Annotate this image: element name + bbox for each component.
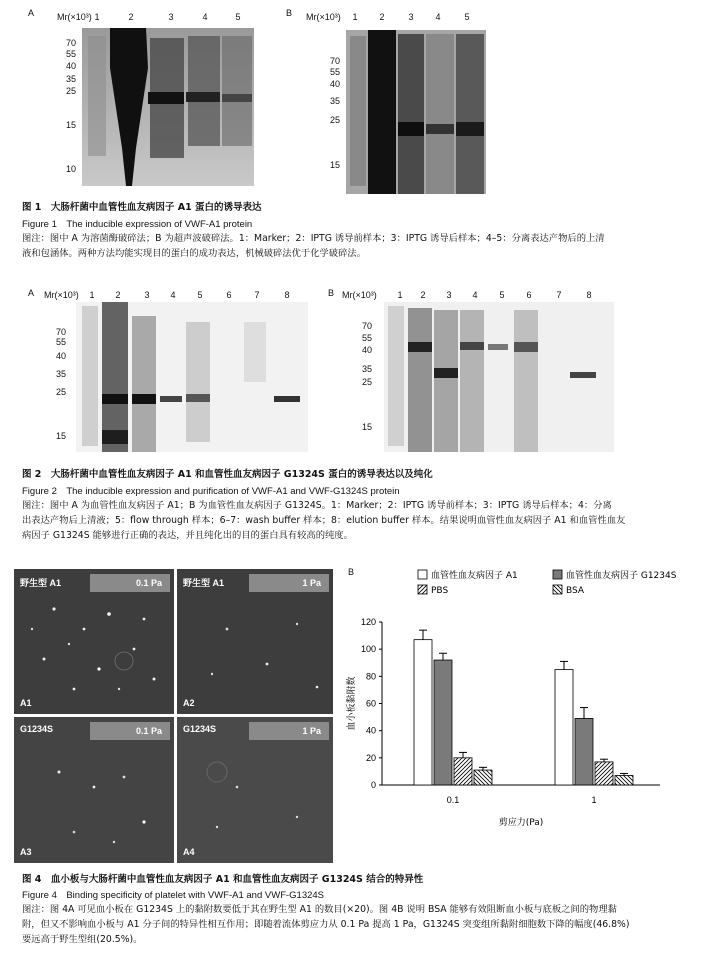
y-axis-label: 血小板黏附数 <box>347 676 357 731</box>
x-axis-label: 剪应力(Pa) <box>498 818 544 828</box>
fig2b-marker: 55 <box>361 333 372 343</box>
y-tick-label: 20 <box>365 752 376 763</box>
legend-swatch <box>553 585 562 594</box>
fig2a-marker: 25 <box>55 387 66 397</box>
fig1a-marker: 35 <box>65 74 76 84</box>
fig2a-lane-label: 1 <box>89 290 95 300</box>
fig2a-marker: 15 <box>55 431 66 441</box>
legend-swatch <box>418 570 427 579</box>
fig1-note-line: 图注：图中 A 为溶菌酶破碎法；B 为超声波破碎法。1：Marker；2：IPTG 诱导前样本；3：IPTG 诱导后样本；4–5：分离表达产物后的上清 <box>22 233 605 244</box>
fig1b-lane-label: 4 <box>435 12 441 22</box>
photo-shear-box: 1 Pa <box>249 722 329 740</box>
bar <box>595 762 613 785</box>
fig2-panel-b-label: B <box>328 288 335 298</box>
fig2b-lane-label: 1 <box>397 290 403 300</box>
x-tick-label: 0.1 <box>446 795 460 805</box>
legend-label: 血管性血友病因子 A1 <box>431 571 518 581</box>
fig4-note-line: 附，但又不影响血小板与 A1 分子间的特异性相互作用；即随着流体剪应力从 0.1 Pa 提高 1 Pa，G1324S 突变组所黏附细胞数下降的幅度(46.8%) <box>22 919 630 930</box>
fig1b-marker: 35 <box>329 96 340 106</box>
legend-label: 血管性血友病因子 G1234S <box>566 571 677 581</box>
fig1a-lane-label: 3 <box>168 12 174 22</box>
fig2b-lane-label: 3 <box>446 290 452 300</box>
fig4-title-cn: 图 4 血小板与大肠杆菌中血管性血友病因子 A1 和血管性血友病因子 G1324S 结合的特异性 <box>22 874 424 885</box>
fig2a-lane-label: 5 <box>197 290 203 300</box>
fig1a-lane-label: 4 <box>202 12 208 22</box>
fig2a-lane-label: 4 <box>170 290 176 300</box>
fig2b-mr-label: Mr(×10³) <box>342 290 377 300</box>
fig2a-lane-label: 2 <box>115 290 121 300</box>
photo-tag: 野生型 A1 <box>20 578 62 588</box>
fig4-photo-a3 <box>14 717 174 863</box>
bar <box>615 775 633 785</box>
fig2a-marker: 55 <box>55 337 66 347</box>
photo-id: A3 <box>20 847 32 857</box>
legend-label: BSA <box>566 586 585 596</box>
fig2-title-en: Figure 2 The inducible expression and purification of VWF-A1 and VWF-G1324S protein <box>22 486 400 497</box>
fig1a-marker: 55 <box>65 49 76 59</box>
fig1b-marker: 40 <box>329 79 340 89</box>
fig1-panel-b-label: B <box>286 8 293 18</box>
fig2b-lane-label: 2 <box>420 290 426 300</box>
fig2-panel-a-label: A <box>28 288 35 298</box>
fig1a-marker: 10 <box>65 164 76 174</box>
fig4-photo-a4 <box>177 717 333 863</box>
bar <box>575 718 593 785</box>
fig1b-marker: 55 <box>329 67 340 77</box>
legend-swatch <box>553 570 562 579</box>
fig1b-marker: 25 <box>329 115 340 125</box>
fig1-note-line: 液和包涵体。两种方法均能实现目的蛋白的成功表达，机械破碎法优于化学破碎法。 <box>22 248 366 259</box>
fig1a-marker: 40 <box>65 61 76 71</box>
fig2-note <box>22 498 698 543</box>
fig4b-chart <box>340 568 700 833</box>
fig2b-marker: 25 <box>361 377 372 387</box>
fig2a-lane-label: 7 <box>254 290 260 300</box>
fig2a-lane-label: 6 <box>226 290 232 300</box>
fig2b-lane-label: 7 <box>556 290 562 300</box>
legend <box>418 569 677 596</box>
fig1a-lane-label: 5 <box>235 12 241 22</box>
legend-label: PBS <box>431 586 449 596</box>
y-tick-label: 120 <box>360 617 376 627</box>
photo-id: A2 <box>183 698 195 708</box>
fig2-note-line: 图注：图中 A 为血管性血友病因子 A1；B 为血管性血友病因子 G1324S。1：Marker；2：IPTG 诱导前样本；3：IPTG 诱导后样本；4：分离 <box>22 500 612 511</box>
fig1b-lane-label: 3 <box>408 12 414 22</box>
fig1-title-cn: 图 1 大肠杆菌中血管性血友病因子 A1 蛋白的诱导表达 <box>22 202 262 213</box>
photo-shear-box: 0.1 Pa <box>90 574 170 592</box>
photo-shear-box: 0.1 Pa <box>90 722 170 740</box>
axes <box>361 617 660 790</box>
fig2b-lane-label: 4 <box>472 290 478 300</box>
fig1-note <box>22 231 698 261</box>
fig2-note-line: 病因子 G1324S 能够进行正确的表达，并且纯化出的目的蛋白具有较高的纯度。 <box>22 530 353 541</box>
bar-chart <box>340 568 700 833</box>
fig2a-lane-label: 3 <box>144 290 150 300</box>
photo-shear-box: 1 Pa <box>249 574 329 592</box>
fig1b-lane-label: 2 <box>379 12 385 22</box>
fig1b-marker: 15 <box>329 160 340 170</box>
y-tick-label: 80 <box>365 671 376 682</box>
fig2-note-line: 出表达产物后上清液；5：flow through 样本；6–7：wash buffer 样本；8：elution buffer 样本。结果说明血管性血友病因子 A1 和血管性血友 <box>22 515 626 526</box>
fig4-photo-a2 <box>177 569 333 714</box>
bar <box>454 758 472 785</box>
fig1-panel-a-label: A <box>28 8 35 18</box>
fig1b-lane-label: 1 <box>352 12 358 22</box>
bar <box>555 670 573 785</box>
y-tick-label: 0 <box>370 780 376 790</box>
fig2b-gel-image <box>384 302 614 452</box>
fig1b-marker: 70 <box>329 56 340 66</box>
fig2b-lane-label: 8 <box>586 290 592 300</box>
fig4-note <box>22 902 698 947</box>
fig2a-marker: 35 <box>55 369 66 379</box>
fig4-title-en: Figure 4 Binding specificity of platelet with VWF-A1 and VWF-G1324S <box>22 890 325 901</box>
bars <box>414 630 633 805</box>
fig2a-mr-label: Mr(×10³) <box>44 290 79 300</box>
y-tick-label: 40 <box>365 725 376 736</box>
y-tick-label: 60 <box>365 698 376 709</box>
fig2b-marker: 15 <box>361 422 372 432</box>
fig1-title-en: Figure 1 The inducible expression of VWF-A1 protein <box>22 219 253 230</box>
fig4-note-line: 图注：图 4A 可见血小板在 G1234S 上的黏附数要低于其在野生型 A1 的数目(×20)。图 4B 说明 BSA 能够有效阻断血小板与底板之间的物理黏 <box>22 904 617 915</box>
photo-id: A4 <box>183 847 195 857</box>
fig2a-marker: 40 <box>55 351 66 361</box>
fig2b-lane-label: 6 <box>526 290 532 300</box>
fig2b-marker: 70 <box>361 321 372 331</box>
x-tick-label: 1 <box>591 795 597 805</box>
fig2b-lane-label: 5 <box>499 290 505 300</box>
fig1b-gel-image <box>346 30 486 194</box>
bar <box>434 660 452 785</box>
fig1a-lane-label: 1 <box>94 12 100 22</box>
fig4-note-line: 要远高于野生型组(20.5%)。 <box>22 934 143 945</box>
legend-swatch <box>418 585 427 594</box>
fig2a-lane-label: 8 <box>284 290 290 300</box>
fig1b-lane-label: 5 <box>464 12 470 22</box>
fig2-title-cn: 图 2 大肠杆菌中血管性血友病因子 A1 和血管性血友病因子 G1324S 蛋白的诱导表达以及纯化 <box>22 469 433 480</box>
photo-id: A1 <box>20 698 32 708</box>
fig1a-marker: 70 <box>65 38 76 48</box>
fig2b-marker: 35 <box>361 364 372 374</box>
fig2a-gel-image <box>76 302 308 452</box>
fig4-panel-b-label: B <box>348 567 355 577</box>
photo-tag: G1234S <box>20 724 54 734</box>
fig1a-marker: 25 <box>65 86 76 96</box>
fig1b-mr-label: Mr(×10³) <box>306 12 341 22</box>
fig2a-marker: 70 <box>55 327 66 337</box>
fig1a-gel-image <box>82 28 254 186</box>
bar <box>474 770 492 785</box>
y-tick-label: 100 <box>360 644 376 655</box>
bar <box>414 640 432 785</box>
fig1a-lane-label: 2 <box>128 12 134 22</box>
fig1a-mr-label: Mr(×10³) <box>57 12 92 22</box>
photo-tag: 野生型 A1 <box>183 578 225 588</box>
fig4-photo-a1 <box>14 569 174 714</box>
fig1a-marker: 15 <box>65 120 76 130</box>
fig2b-marker: 40 <box>361 345 372 355</box>
photo-tag: G1234S <box>183 724 217 734</box>
